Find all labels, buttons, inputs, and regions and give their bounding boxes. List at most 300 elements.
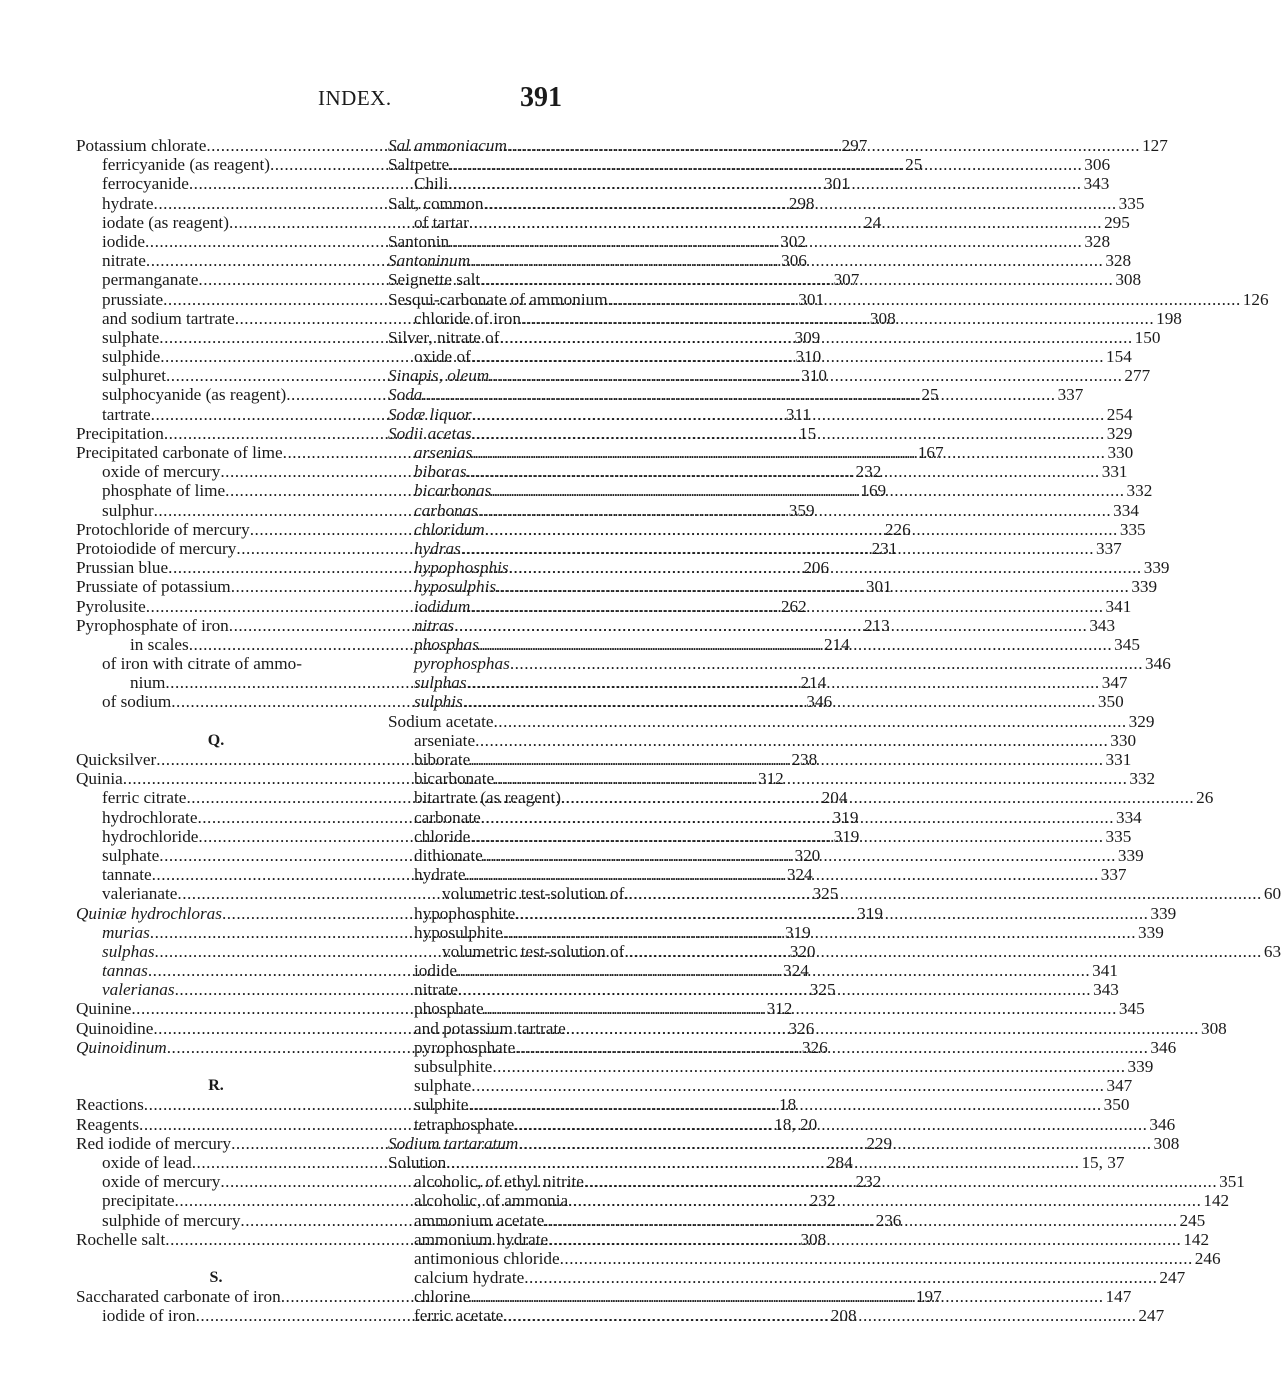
entry-label: Saltpetre xyxy=(388,155,450,175)
entry-label: biboras xyxy=(414,462,467,482)
entry-page: 169 xyxy=(860,481,887,501)
entry-label: tannas xyxy=(102,961,148,981)
entry-page: 339 xyxy=(1143,558,1170,578)
entry-label: chloridum xyxy=(414,519,485,539)
leader-dots xyxy=(422,385,1055,404)
leader-dots xyxy=(472,424,1105,443)
entry-label: chloride xyxy=(414,826,471,846)
leader-dots xyxy=(521,309,1154,328)
entry-page: 339 xyxy=(1127,1057,1154,1076)
entry-page: 310 xyxy=(795,347,822,367)
leader-dots xyxy=(515,1038,1148,1057)
entry-label: hydrate xyxy=(102,193,154,213)
leader-dots xyxy=(518,1134,1151,1153)
entry-page: 126 xyxy=(1242,289,1269,309)
leader-dots xyxy=(489,366,1122,385)
leader-dots xyxy=(457,961,1090,980)
entry-label: hyposulphite xyxy=(414,922,503,942)
leader-dots xyxy=(472,405,1105,424)
entry-page: 328 xyxy=(1105,251,1132,271)
section-spacer xyxy=(76,1057,356,1076)
entry-page: 308 xyxy=(869,308,896,328)
entry-label: Reagents xyxy=(76,1114,140,1134)
entry-label: chlorine xyxy=(414,1287,471,1307)
entry-page: 345 xyxy=(1118,999,1145,1019)
leader-dots xyxy=(449,232,1082,251)
leader-dots xyxy=(470,827,1103,846)
leader-dots xyxy=(629,942,1262,961)
entry-label: Silver, nitrate of xyxy=(388,327,500,347)
leader-dots xyxy=(467,462,1100,481)
entry-page: 208 xyxy=(830,1306,857,1326)
entry-label: and sodium tartrate xyxy=(102,308,235,328)
leader-dots xyxy=(470,1287,1103,1306)
entry-page: 359 xyxy=(788,500,815,520)
entry-label: hypophosphis xyxy=(414,558,509,578)
leader-dots xyxy=(524,1268,1157,1287)
entry-page: 324 xyxy=(786,865,813,885)
entry-label: Pyrolusite xyxy=(76,596,146,616)
entry-page: 236 xyxy=(875,1210,902,1230)
entry-page: 346 xyxy=(806,692,833,712)
leader-dots xyxy=(471,347,1104,366)
entry-label: Pyrophosphate of iron xyxy=(76,615,229,635)
entry-label: carbonate xyxy=(414,807,481,827)
entry-label: nitrate xyxy=(102,251,146,271)
leader-dots xyxy=(629,884,1262,903)
entry-page: 246 xyxy=(1194,1248,1221,1268)
leader-dots xyxy=(470,251,1103,270)
entry-label: valerianas xyxy=(102,980,175,1000)
entry-label: Potassium chlorate xyxy=(76,136,207,155)
entry-label: sulphate xyxy=(414,1076,472,1096)
entry-page: 295 xyxy=(1104,212,1130,232)
entry-label: sulphide xyxy=(102,347,161,367)
entry-page: 332 xyxy=(1126,481,1153,501)
entry-page: 310 xyxy=(801,366,827,386)
entry-label: hydrate xyxy=(414,865,466,885)
entry-page: 25 xyxy=(905,155,923,175)
entry-label: antimonious chloride xyxy=(414,1248,560,1268)
leader-dots xyxy=(458,980,1091,999)
leader-dots xyxy=(566,1019,1199,1038)
entry-page: 325 xyxy=(812,884,839,904)
leader-dots xyxy=(507,136,1140,155)
entry-page: 245 xyxy=(1179,1210,1206,1230)
entry-label: iodidum xyxy=(414,596,471,616)
page-number: 391 xyxy=(520,82,562,113)
leader-dots xyxy=(478,501,1111,520)
leader-dots xyxy=(475,731,1108,750)
entry-page: 298 xyxy=(788,193,815,213)
entry-page: 334 xyxy=(1113,500,1139,520)
entry-label: Santoninum xyxy=(388,251,471,271)
entry-page: 15, 37 xyxy=(1081,1152,1125,1172)
entry-label: hypophosphite xyxy=(414,903,516,923)
index-entry xyxy=(388,1248,1221,1268)
entry-page: 320 xyxy=(794,845,821,865)
entry-label: tartrate xyxy=(102,404,151,424)
entry-page: 350 xyxy=(1103,1095,1130,1115)
leader-dots xyxy=(483,846,1116,865)
entry-page: 335 xyxy=(1118,193,1145,213)
entry-page: 231 xyxy=(871,538,898,558)
entry-page: 319 xyxy=(784,922,811,942)
entry-label: oxide of mercury xyxy=(102,462,221,482)
entry-page: 302 xyxy=(780,231,806,251)
entry-label: alcoholic, of ammonia xyxy=(414,1191,569,1211)
entry-page: 232 xyxy=(809,1191,836,1211)
entry-label: volumetric test-solution of. xyxy=(442,884,629,904)
entry-page: 307 xyxy=(833,270,860,290)
entry-label: nitras xyxy=(414,615,455,635)
entry-label: Sodii acetas xyxy=(388,423,472,443)
entry-label: Quiniæ hydrochloras xyxy=(76,903,222,923)
entry-label: Precipitation xyxy=(76,423,164,443)
entry-label: pyrophosphas xyxy=(414,654,510,674)
entry-page: 247 xyxy=(1138,1306,1165,1326)
leader-dots xyxy=(509,558,1142,577)
entry-label: in scales xyxy=(130,634,189,654)
entry-page: 341 xyxy=(1105,596,1132,616)
entry-label: hydrochlorate xyxy=(102,807,198,827)
entry-label: pyrophosphate xyxy=(414,1037,516,1057)
entry-page: 232 xyxy=(855,462,882,482)
entry-page: 329 xyxy=(1106,423,1133,443)
entry-label: Saccharated carbonate of iron xyxy=(76,1287,281,1307)
entry-label: Quinia xyxy=(76,769,123,789)
entry-label: tannate xyxy=(102,865,152,885)
entry-label: bitartrate (as reagent) xyxy=(414,788,561,808)
section-letter: S. xyxy=(209,1269,223,1287)
entry-page: 154 xyxy=(1106,347,1132,367)
leader-dots xyxy=(484,999,1117,1018)
leader-dots xyxy=(480,270,1113,289)
entry-page: 328 xyxy=(1084,231,1111,251)
entry-page: 309 xyxy=(794,327,821,347)
entry-page: 277 xyxy=(1124,366,1151,386)
entry-page: 339 xyxy=(1117,845,1144,865)
section-letter: R. xyxy=(208,1077,224,1095)
entry-label: Sodæ liquor xyxy=(388,404,472,424)
leader-dots xyxy=(492,1057,1125,1076)
entry-page: 229 xyxy=(866,1133,893,1153)
entry-label: carbonas xyxy=(414,500,478,520)
entry-page: 326 xyxy=(788,1018,815,1038)
leader-dots xyxy=(608,290,1241,309)
leader-dots xyxy=(561,788,1194,807)
leader-dots xyxy=(463,692,1096,711)
entry-label: oxide of mercury xyxy=(102,1172,221,1192)
entry-page: 335 xyxy=(1119,519,1146,539)
leader-dots xyxy=(584,1172,1217,1191)
entry-label: Red iodide of mercury xyxy=(76,1133,232,1153)
entry-page: 335 xyxy=(1105,826,1132,846)
entry-label: Sesqui-carbonate of ammonium xyxy=(388,289,608,309)
leader-dots xyxy=(483,194,1116,213)
entry-page: 301 xyxy=(798,289,825,309)
entry-page: 324 xyxy=(783,961,809,981)
page-title: INDEX. xyxy=(318,86,392,110)
entry-page: 25 xyxy=(921,385,939,405)
leader-dots xyxy=(548,1230,1181,1249)
entry-label: iodide xyxy=(414,961,457,981)
leader-dots xyxy=(485,520,1118,539)
entry-page: 350 xyxy=(1097,692,1124,712)
entry-page: 312 xyxy=(757,769,784,789)
leader-dots xyxy=(467,673,1100,692)
entry-page: 204 xyxy=(821,788,848,808)
entry-label: arsenias xyxy=(414,443,473,462)
index-entry xyxy=(388,730,1137,750)
entry-label: precipitate xyxy=(102,1191,175,1211)
entry-label: sulphur xyxy=(102,500,154,520)
entry-page: 351 xyxy=(1219,1172,1245,1192)
entry-page: 334 xyxy=(1115,807,1142,827)
leader-dots xyxy=(481,808,1114,827)
entry-page: 213 xyxy=(863,615,890,635)
leader-dots xyxy=(461,539,1094,558)
leader-dots xyxy=(496,577,1129,596)
entry-label: chloride of iron xyxy=(414,308,521,328)
entry-label: sulphas xyxy=(102,941,155,961)
entry-label: arseniate xyxy=(414,730,476,750)
entry-page: 15 xyxy=(799,423,817,443)
leader-dots xyxy=(514,1115,1147,1134)
entry-label: Sal ammoniacum xyxy=(388,136,507,155)
leader-dots xyxy=(468,1095,1101,1114)
entry-page: 325 xyxy=(809,980,836,1000)
leader-dots xyxy=(449,155,1082,174)
entry-label: Quicksilver xyxy=(76,750,157,769)
leader-dots xyxy=(454,616,1087,635)
index-entry xyxy=(388,654,1171,674)
entry-label: dithionate xyxy=(414,845,483,865)
entry-label: permanganate xyxy=(102,270,199,290)
entry-page: 326 xyxy=(801,1037,828,1057)
entry-page: 343 xyxy=(1083,174,1110,194)
entry-label: ferric acetate xyxy=(414,1306,504,1326)
entry-label: Sinapis, oleum xyxy=(388,366,490,386)
entry-page: 319 xyxy=(832,807,859,827)
entry-page: 232 xyxy=(855,1172,882,1192)
entry-page: 339 xyxy=(1131,577,1158,597)
entry-page: 306 xyxy=(781,251,807,271)
leader-dots xyxy=(470,750,1103,769)
entry-label: oxide of lead xyxy=(102,1152,192,1172)
entry-page: 127 xyxy=(1142,136,1168,155)
entry-label: ammonium hydrate xyxy=(414,1229,549,1249)
entry-page: 197 xyxy=(915,1287,942,1307)
leader-dots xyxy=(446,1153,1079,1172)
entry-label: Sodium tartaratum xyxy=(388,1133,519,1153)
entry-page: 142 xyxy=(1183,1229,1210,1249)
entry-page: 254 xyxy=(1106,404,1133,424)
entry-label: Chili xyxy=(414,174,449,194)
entry-page: 63 xyxy=(1263,941,1281,961)
entry-label: murias xyxy=(102,922,150,942)
leader-dots xyxy=(499,328,1132,347)
leader-dots xyxy=(469,213,1102,232)
entry-page: 319 xyxy=(857,903,883,923)
entry-page: 198 xyxy=(1156,308,1182,328)
entry-label: hydras xyxy=(414,538,461,558)
entry-page: 214 xyxy=(800,673,827,693)
index-entry xyxy=(388,1057,1154,1076)
entry-page: 147 xyxy=(1105,1287,1132,1307)
entry-label: iodide of iron xyxy=(102,1306,196,1326)
entry-label: Quinoidinum xyxy=(76,1037,167,1057)
entry-label: Reactions xyxy=(76,1095,144,1115)
entry-label: Santonin xyxy=(388,231,450,251)
entry-page: 346 xyxy=(1150,1037,1177,1057)
leader-dots xyxy=(503,1306,1136,1325)
entry-label: valerianate xyxy=(102,884,178,904)
index-entry xyxy=(388,1268,1186,1288)
entry-label: Quinine xyxy=(76,999,132,1019)
index-entry xyxy=(76,654,356,673)
entry-page: 347 xyxy=(1101,673,1128,693)
leader-dots xyxy=(479,635,1112,654)
leader-dots xyxy=(568,1191,1201,1210)
entry-page: 226 xyxy=(884,519,911,539)
entry-label: bicarbonate xyxy=(414,769,495,789)
section-spacer xyxy=(76,712,356,731)
entry-label: alcoholic, of ethyl nitrite xyxy=(414,1172,584,1192)
entry-page: 24 xyxy=(864,212,882,232)
entry-page: 262 xyxy=(780,596,807,616)
entry-label: oxide of xyxy=(414,347,471,367)
entry-label: tetraphosphate xyxy=(414,1114,515,1134)
entry-label: and potassium tartrate xyxy=(414,1018,566,1038)
entry-page: 345 xyxy=(1114,634,1140,654)
entry-label: sulphas xyxy=(414,673,467,693)
leader-dots xyxy=(493,712,1126,731)
leader-dots xyxy=(515,904,1148,923)
entry-label: hyposulphis xyxy=(414,577,497,597)
index-entry xyxy=(388,1076,1133,1096)
entry-page: 341 xyxy=(1092,961,1118,981)
section-letter: Q. xyxy=(207,731,225,749)
entry-page: 284 xyxy=(826,1152,853,1172)
entry-page: 332 xyxy=(1129,769,1156,789)
entry-label: Solution xyxy=(388,1152,447,1172)
entry-label: nitrate xyxy=(414,980,458,1000)
entry-page: 347 xyxy=(1106,1076,1133,1096)
entry-page: 206 xyxy=(803,558,830,578)
entry-label: subsulphite xyxy=(414,1057,493,1076)
entry-page: 346 xyxy=(1145,654,1171,674)
entry-label: phosphate xyxy=(414,999,484,1019)
entry-label: phosphas xyxy=(414,634,479,654)
entry-label: iodide xyxy=(102,231,145,251)
entry-label: hydrochloride xyxy=(102,826,199,846)
entry-label: of tartar xyxy=(414,212,469,232)
leader-dots xyxy=(448,174,1081,193)
leader-dots xyxy=(472,443,1105,462)
page-header xyxy=(0,68,801,128)
entry-label: sulphis xyxy=(414,692,463,712)
entry-label: ammonium acetate xyxy=(414,1210,545,1230)
leader-dots xyxy=(470,597,1103,616)
leader-dots xyxy=(491,481,1124,500)
entry-page: 247 xyxy=(1159,1268,1186,1288)
entry-page: 312 xyxy=(766,999,793,1019)
entry-page: 330 xyxy=(1110,730,1137,750)
entry-page: 331 xyxy=(1105,750,1132,769)
leader-dots xyxy=(494,769,1127,788)
entry-label: Prussiate of potassium xyxy=(76,577,231,597)
entry-label: prussiate xyxy=(102,289,164,309)
entry-page: 346 xyxy=(1149,1114,1176,1134)
entry-page: 18 xyxy=(778,1095,797,1115)
entry-page: 331 xyxy=(1101,462,1128,482)
entry-label: Precipitated carbonate of lime xyxy=(76,443,283,462)
entry-label: bicarbonas xyxy=(414,481,492,501)
leader-dots xyxy=(544,1211,1177,1230)
entry-label: phosphate of lime xyxy=(102,481,226,501)
entry-label: iodate (as reagent) xyxy=(102,212,229,232)
entry-label: sulphate xyxy=(102,845,160,865)
entry-label: ferrocyanide xyxy=(102,174,189,194)
leader-dots xyxy=(503,923,1136,942)
entry-label: calcium hydrate xyxy=(414,1268,525,1288)
entry-page: 308 xyxy=(1115,270,1142,290)
entry-page: 142 xyxy=(1203,1191,1230,1211)
entry-label: of sodium xyxy=(102,692,172,712)
entry-label: biborate xyxy=(414,750,471,769)
entry-label: nium xyxy=(130,673,166,693)
entry-page: 308 xyxy=(1153,1133,1180,1153)
leader-dots xyxy=(510,654,1143,673)
entry-page: 306 xyxy=(1084,155,1111,175)
entry-label: ferricyanide (as reagent) xyxy=(102,155,270,175)
leader-dots xyxy=(471,1076,1104,1095)
entry-page: 167 xyxy=(917,443,944,462)
entry-page: 339 xyxy=(1150,903,1177,923)
entry-page: 320 xyxy=(789,941,816,961)
entry-page: 238 xyxy=(791,750,818,769)
entry-page: 301 xyxy=(824,174,850,194)
entry-page: 26 xyxy=(1196,788,1214,808)
entry-page: 60 xyxy=(1263,884,1281,904)
entry-label: Seignette salt xyxy=(388,270,481,290)
leader-dots xyxy=(466,865,1099,884)
entry-label: Soda xyxy=(388,385,423,405)
entry-page: 308 xyxy=(1200,1018,1227,1038)
entry-label: Protoiodide of mercury xyxy=(76,538,237,558)
section-spacer xyxy=(76,1249,356,1268)
entry-label: sulphocyanide (as reagent) xyxy=(102,385,287,405)
entry-label: Rochelle salt xyxy=(76,1229,166,1249)
index-entry xyxy=(76,826,860,846)
entry-label: ferric citrate xyxy=(102,788,187,808)
entry-label: Salt, common xyxy=(388,193,484,213)
entry-page: 343 xyxy=(1093,980,1119,1000)
entry-label: sulphite xyxy=(414,1095,469,1115)
entry-page: 343 xyxy=(1089,615,1116,635)
entry-page: 339 xyxy=(1138,922,1164,942)
entry-page: 319 xyxy=(833,826,860,846)
entry-label: sulphate xyxy=(102,327,160,347)
entry-label: of iron with citrate of ammo- xyxy=(102,654,302,674)
entry-page: 337 xyxy=(1095,538,1122,558)
entry-page: 337 xyxy=(1100,865,1127,885)
entry-label: Prussian blue xyxy=(76,558,169,578)
leader-dots xyxy=(560,1249,1193,1268)
entry-label: sulphide of mercury xyxy=(102,1210,241,1230)
entry-page: 297 xyxy=(841,136,868,155)
